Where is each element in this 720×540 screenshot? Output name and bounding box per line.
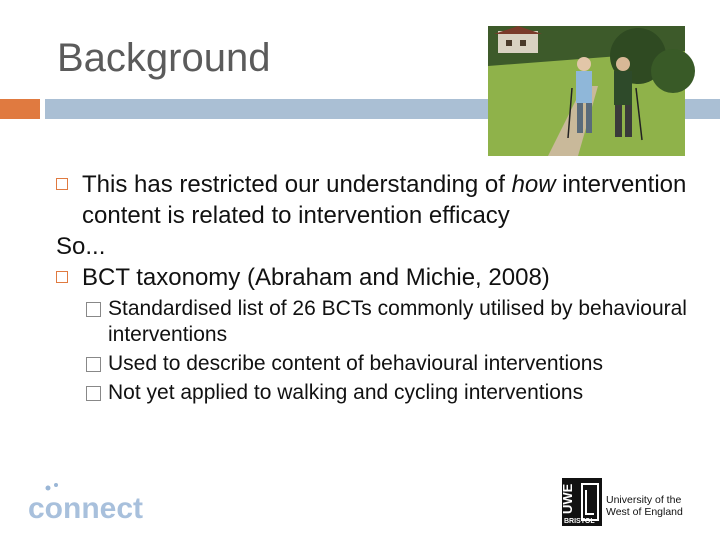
sub-bullet-box-icon xyxy=(86,302,101,317)
uwe-name-line2: West of England xyxy=(606,506,683,518)
uwe-vertical-text: UWE xyxy=(560,483,575,514)
connect-logo-text: connect xyxy=(28,492,144,525)
slide-body xyxy=(56,169,706,406)
sub-bullet-text: Not yet applied to walking and cycling interventions xyxy=(108,381,584,404)
uwe-name-text xyxy=(606,494,683,518)
bullet-text-emphasis: how xyxy=(511,171,556,198)
uwe-bristol-text: BRISTOL xyxy=(564,518,595,525)
connect-logo xyxy=(26,480,161,528)
bullet-square-icon xyxy=(56,271,68,283)
slide-title: Background xyxy=(57,36,271,80)
sub-bullet-standardised-list xyxy=(56,296,706,348)
uwe-name-line1: University of the xyxy=(606,494,682,506)
sub-bullet-box-icon xyxy=(86,386,101,401)
title-accent-bar xyxy=(0,99,40,119)
bullet-text: BCT taxonomy (Abraham and Michie, 2008) xyxy=(82,264,550,291)
bullet-text-pre: This has restricted our understanding of xyxy=(82,171,512,198)
sub-bullet-text: Used to describe content of behavioural interventions xyxy=(108,352,603,375)
bullet-restricted-understanding xyxy=(56,169,706,231)
sub-bullet-not-yet-applied xyxy=(56,380,706,406)
sub-bullet-box-icon xyxy=(86,357,101,372)
sub-bullet-describe-content xyxy=(56,351,706,377)
walkers-photo xyxy=(488,26,685,156)
sub-bullet-text: Standardised list of 26 BCTs commonly utilised by behavioural interventions xyxy=(108,297,687,346)
so-line: So... xyxy=(56,233,106,260)
bullet-text-post: intervention content is related to intervention efficacy xyxy=(82,171,687,229)
bullet-bct-taxonomy xyxy=(56,262,706,293)
bullet-square-icon xyxy=(56,178,68,190)
uwe-bristol-logo xyxy=(562,478,687,526)
